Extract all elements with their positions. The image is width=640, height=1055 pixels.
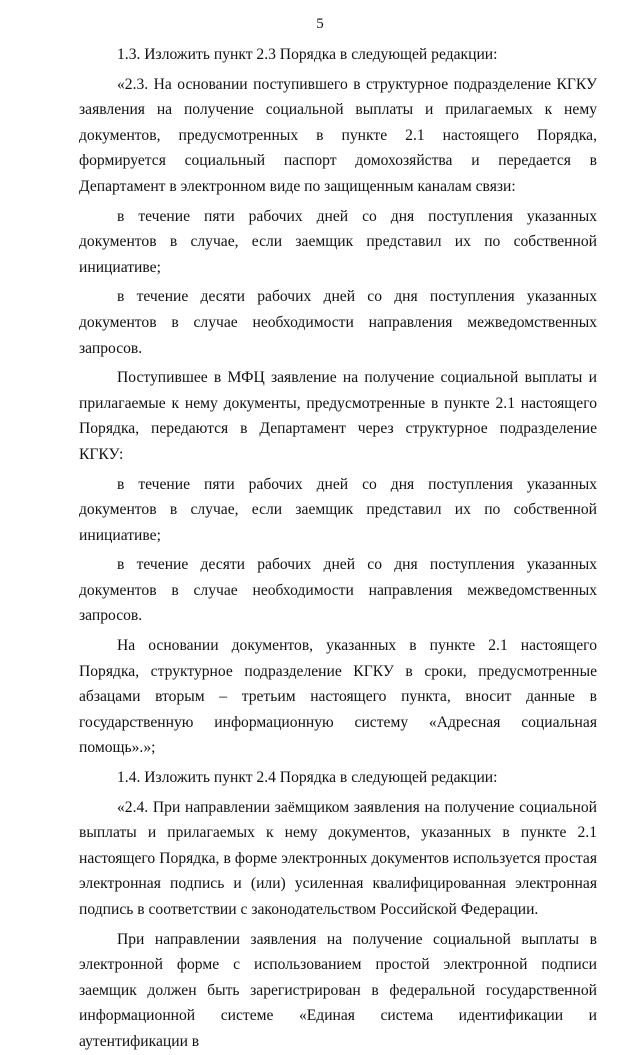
paragraph-2-4: «2.4. При направлении заёмщиком заявления на получение социальной выплаты и прилагаемых к нему документов, указанных в пункте 2.1 настоящего Порядка, в форме электронных документов используется простая электронная подпись и (или) усиленная квалифицированная электронная подпись в соответствии с законодательством Российской Федерации. xyxy=(79,798,597,918)
paragraph-simple-signature: При направлении заявления на получение социальной выплаты в электронной форме с использованием простой электронной подписи заемщик должен быть зарегистрирован в федеральной государственной информационной системе «Единая система идентификации и аутентификации в xyxy=(79,930,597,1050)
paragraph-ten-days: в течение десяти рабочих дней со дня поступления указанных документов в случае необходимости направления межведомственных запросов. xyxy=(79,288,597,357)
paragraph-mfc: Поступившее в МФЦ заявление на получение социальной выплаты и прилагаемые к нему документы, предусмотренные в пункте 2.1 настоящего Порядка, передаются в Департамент через структурное подразделение КГКУ: xyxy=(79,369,597,463)
paragraph-ten-days-2: в течение десяти рабочих дней со дня поступления указанных документов в случае необходимости направления межведомственных запросов. xyxy=(79,556,597,625)
paragraph-2-3-intro: «2.3. На основании поступившего в структурное подразделение КГКУ заявления на получение социальной выплаты и прилагаемых к нему документов, предусмотренных в пункте 2.1 настоящего Порядка, формируется социальный паспорт домохозяйства и передается в Департамент в электронном виде по защищенным каналам связи: xyxy=(79,75,597,195)
paragraph-five-days-2: в течение пяти рабочих дней со дня поступления указанных документов в случае, если заемщик представил их по собственной инициативе; xyxy=(79,475,597,544)
paragraph-1-3-heading: 1.3. Изложить пункт 2.3 Порядка в следующей редакции: xyxy=(117,46,498,63)
paragraph-gis: На основании документов, указанных в пункте 2.1 настоящего Порядка, структурное подразделение КГКУ в сроки, предусмотренные абзацами вторым – третьим настоящего пункта, вносит данные в государственную информационную систему «Адресная социальная помощь».»; xyxy=(79,637,597,757)
page-number: 5 xyxy=(316,16,324,32)
paragraph-five-days: в течение пяти рабочих дней со дня поступления указанных документов в случае, если заемщик представил их по собственной инициативе; xyxy=(79,207,597,276)
document-body xyxy=(79,42,597,1055)
paragraph-1-4-heading: 1.4. Изложить пункт 2.4 Порядка в следующей редакции: xyxy=(117,769,498,787)
